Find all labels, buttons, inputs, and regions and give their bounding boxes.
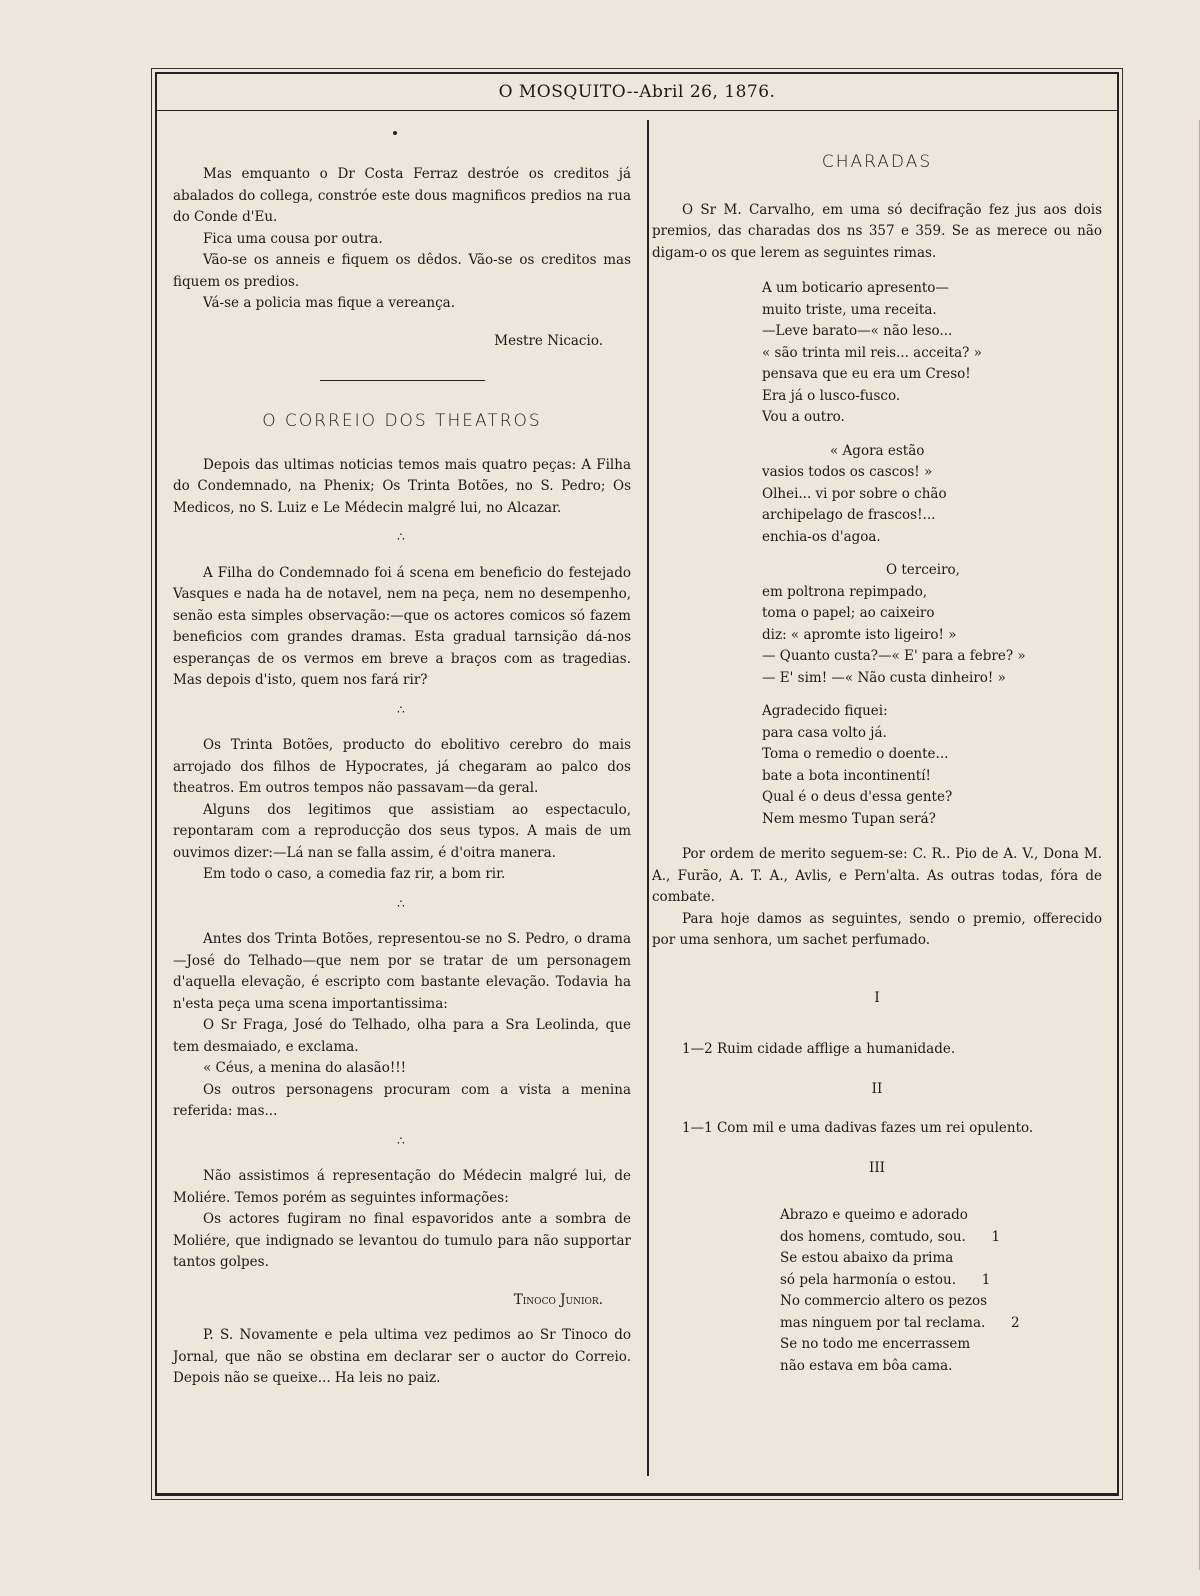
- poem-line: — E' sim! —« Não custa dinheiro! »: [762, 669, 1006, 686]
- article-paragraph: Alguns dos legitimos que assistiam ao espectaculo, repontaram com a reproducção dos seus typos. A mais de um ouvimos dizer:—Lá nan se falla assim, é d'oitra manera.: [173, 801, 631, 861]
- intro-paragraph: Vão-se os anneis e fiquem os dêdos. Vão-se os creditos mas fiquem os predios.: [173, 252, 631, 290]
- poem-line: archipelago de frascos!...: [762, 507, 936, 523]
- merit-list: Por ordem de merito seguem-se: C. R.. Pio de A. V., Dona M. A., Furão, A. T. A., Avlis, e Pern'alta. As outras todas, fóra de combate.: [652, 846, 1102, 905]
- section-divider: [320, 380, 485, 381]
- poem-line: Olhei... vi por sobre o chão: [762, 485, 947, 502]
- riddle-line: mas ninguem por tal reclama. 2: [780, 1313, 1102, 1335]
- signature-tinoco: Tinoco Junior.: [513, 1291, 603, 1308]
- poem-line: vasios todos os cascos! »: [762, 464, 933, 480]
- riddle-text: 1—2 Ruim cidade afflige a humanidade.: [682, 1041, 956, 1057]
- poem-line: A um boticario apresento—: [762, 280, 949, 296]
- article-paragraph: Depois das ultimas noticias temos mais quatro peças: A Filha do Condemnado, na Phenix; Os Trinta Botões, no S. Pedro; Os Medicos, no S. Luiz e Le Médecin malgré lui, no Alcazar.: [173, 456, 631, 516]
- riddle-line: No commercio altero os pezos: [780, 1293, 988, 1309]
- theatre-heading: O CORREIO DOS THEATROS: [262, 411, 542, 431]
- poem-line: enchia-os d'agoa.: [762, 528, 881, 545]
- article-paragraph: Os Trinta Botões, producto do ebolitivo cerebro do mais arrojado dos filhos de Hypocrates, já chegaram ao palco dos theatros. Em outros tempos não passavam—da geral.: [173, 737, 631, 796]
- poem-line: pensava que eu era um Creso!: [762, 366, 971, 382]
- riddle-text: 1—1 Com mil e uma dadivas fazes um rei opulento.: [682, 1120, 1034, 1136]
- left-column: [173, 164, 631, 1390]
- riddle-line: Abrazo e queimo e adorado: [780, 1207, 968, 1223]
- riddle-three-verse: [780, 1205, 1102, 1377]
- riddle-numeral: II: [871, 1080, 883, 1097]
- syllable-count: 1: [981, 1271, 991, 1288]
- poem-line: muito triste, uma receita.: [762, 301, 937, 318]
- masthead: O MOSQUITO--Abril 26, 1876.: [157, 74, 1117, 111]
- article-paragraph: Antes dos Trinta Botões, representou-se no S. Pedro, o drama—José do Telhado—que nem por se tratar de um personagem d'aquella elevação, é escripto com bastante elevação. Todavia ha n'esta peça uma scena importantissima:: [173, 931, 631, 1012]
- poem-line: — Quanto custa?—« E' para a febre? »: [762, 648, 1026, 664]
- riddle-line: Se estou abaixo da prima: [780, 1250, 954, 1266]
- poem-line: « Agora estão: [830, 442, 925, 459]
- bottom-divider: [157, 1493, 1117, 1494]
- poem-line: diz: « apromte isto ligeiro! »: [762, 626, 957, 643]
- poem-line: Toma o remedio o doente...: [762, 746, 949, 762]
- poem-line: em poltrona repimpado,: [762, 583, 928, 600]
- poem-line: —Leve barato—« não leso...: [762, 323, 953, 339]
- article-paragraph: A Filha do Condemnado foi á scena em beneficio do festejado Vasques e nada ha de notavel, nem na peça, nem no desempenho, senão esta simples observação:—que os actores comicos só fazem beneficios com grandes dramas. Esta gradual tarnsição dá-nos esperanças de os vermos em breve a braços com as tragedias. Mas depois d'isto, quem nos fará rir?: [173, 564, 631, 688]
- poem-stanza: [762, 560, 1102, 689]
- syllable-count: 1: [991, 1228, 1001, 1245]
- section-mark: ∴: [397, 530, 407, 544]
- poem-stanza: [762, 701, 1102, 830]
- poem-line: Agradecido fiquei:: [762, 703, 888, 719]
- charadas-intro: O Sr M. Carvalho, em uma só decifração fez jus aos dois premios, das charadas dos ns 357 e 359. Se as merece ou não digam-o os que lerem as seguintes rimas.: [652, 201, 1102, 261]
- article-paragraph: O Sr Fraga, José do Telhado, olha para a Sra Leolinda, que tem desmaiado, e exclama.: [173, 1017, 631, 1055]
- poem-line: bate a bota incontinentí!: [762, 767, 931, 784]
- poem-line: Qual é o deus d'essa gente?: [762, 789, 953, 805]
- article-paragraph: Em todo o caso, a comedia faz rir, a bom rir.: [203, 866, 506, 882]
- article-paragraph: Os actores fugiram no final espavoridos ante a sombra de Moliére, que indignado se levantou do tumulo para não supportar tantos golpes.: [173, 1211, 631, 1270]
- intro-paragraph: Mas emquanto o Dr Costa Ferraz destróe os creditos já abalados do collega, constróe este dous magnificos predios na rua do Conde d'Eu.: [173, 166, 631, 225]
- poem-line: toma o papel; ao caixeiro: [762, 605, 935, 621]
- right-column: [652, 152, 1102, 1377]
- section-mark: ∴: [397, 1133, 407, 1148]
- ink-dot: [393, 131, 397, 135]
- article-paragraph: Os outros personagens procuram com a vista a menina referida: mas...: [173, 1081, 631, 1119]
- poem-line: para casa volto já.: [762, 724, 887, 741]
- newspaper-page: [155, 72, 1119, 1496]
- riddle-numeral: I: [874, 989, 880, 1006]
- postscript: P. S. Novamente e pela ultima vez pedimos ao Sr Tinoco do Jornal, que não se obstina em declarar ser o auctor do Correio. Depois não se queixe... Ha leis no paiz.: [173, 1327, 631, 1386]
- poem-line: Vou a outro.: [762, 409, 845, 425]
- poem-line: Nem mesmo Tupan será?: [762, 810, 936, 827]
- riddle-line: só pela harmonía o estou. 1: [780, 1270, 1102, 1292]
- poem-line: Era já o lusco-fusco.: [762, 387, 901, 404]
- column-divider: [647, 120, 649, 1476]
- article-paragraph: Não assistimos á representação do Médecin malgré lui, de Moliére. Temos porém as seguintes informações:: [173, 1168, 631, 1206]
- article-paragraph: « Céus, a menina do alasão!!!: [203, 1060, 407, 1076]
- section-mark: ∴: [397, 896, 407, 911]
- riddle-line: dos homens, comtudo, sou. 1: [780, 1227, 1102, 1249]
- poem-line: « são trinta mil reis... acceita? »: [762, 344, 982, 361]
- charadas-heading: CHARADAS: [821, 152, 933, 172]
- poem-stanza: [762, 278, 1102, 429]
- riddle-line: Se no todo me encerrassem: [780, 1336, 971, 1352]
- intro-paragraph: Fica uma cousa por outra.: [203, 230, 383, 247]
- intro-paragraph: Vá-se a policia mas fique a vereança.: [203, 295, 456, 311]
- riddle-line: não estava em bôa cama.: [780, 1357, 953, 1374]
- poem-stanza: [762, 441, 1102, 549]
- section-mark: ∴: [397, 702, 407, 717]
- syllable-count: 2: [1011, 1314, 1020, 1331]
- todays-riddles-intro: Para hoje damos as seguintes, sendo o premio, offerecido por uma senhora, um sachet perfumado.: [652, 910, 1102, 948]
- signature-nicacio: Mestre Nicacio.: [494, 332, 603, 349]
- riddle-numeral: III: [869, 1159, 885, 1176]
- poem: [762, 278, 1102, 830]
- poem-line: O terceiro,: [886, 562, 960, 578]
